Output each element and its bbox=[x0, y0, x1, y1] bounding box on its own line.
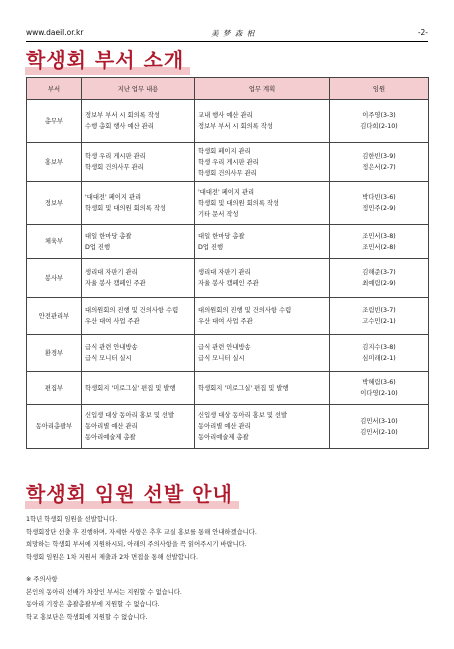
cell-past bbox=[82, 225, 195, 259]
cell-members bbox=[330, 259, 429, 298]
cell-plan bbox=[195, 335, 330, 372]
past-duty-line: 학생회지 '미로그실' 편집 및 발행 bbox=[85, 384, 176, 392]
past-duty-line: 학생 우리 게시판 관리 bbox=[85, 153, 146, 160]
member-name: 이다영(2-10) bbox=[360, 390, 398, 397]
member-name: 정민주(2-9) bbox=[362, 205, 396, 212]
past-duty-line: 동아리예술제 총괄 bbox=[85, 434, 136, 441]
cell-members bbox=[330, 143, 429, 182]
member-name: 조림빈(3-7) bbox=[362, 307, 396, 314]
past-duty-line: 대의원회의 진행 및 건의사항 수렴 bbox=[85, 307, 179, 314]
dept-name: 동아리총괄부 bbox=[27, 405, 82, 449]
cell-past bbox=[82, 182, 195, 225]
plan-line: 학생회 페이지 관리 bbox=[198, 147, 251, 155]
cell-plan bbox=[195, 100, 330, 143]
note-line: 동아리 기장은 총괄총괄부에 지원할 수 없습니다. bbox=[26, 601, 160, 608]
table-body bbox=[27, 100, 429, 449]
section-title-departments bbox=[26, 44, 184, 73]
dept-name: 환경부 bbox=[27, 335, 82, 372]
intro-line: 1학년 학생회 임원을 선발합니다. bbox=[26, 516, 118, 523]
plan-line: 학생회 및 대의원 회의록 작성 bbox=[198, 199, 279, 207]
past-duty-line: 동아리별 예산 관리 bbox=[85, 423, 138, 430]
past-duty-line: 급식 모니터 실시 bbox=[85, 355, 132, 362]
cell-past bbox=[82, 335, 195, 372]
past-duty-line: 대일 한마당 총괄 bbox=[85, 232, 132, 240]
member-name: 김지수(3-8) bbox=[362, 344, 396, 351]
table-row bbox=[27, 259, 429, 298]
plan-line: 동아리예술제 총괄 bbox=[198, 434, 249, 441]
past-duty-line: 우산 대여 사업 주관 bbox=[85, 318, 140, 325]
dept-name: 안전관리부 bbox=[27, 298, 82, 335]
intro-line: 학생회장단 선출 후 진행하며, 자세한 사항은 추후 교실 홍보를 통해 안내하겠습니다. bbox=[26, 528, 257, 536]
cell-members bbox=[330, 225, 429, 259]
intro-line: 희망하는 학생회 부서에 지원하시되, 아래의 주의사항을 꼭 읽어주시기 바랍니다. bbox=[26, 541, 247, 548]
cell-past bbox=[82, 372, 195, 405]
past-duty-line: 정보부 부서 시 회의록 작성 bbox=[85, 112, 160, 119]
member-name: 김한빈(3-9) bbox=[362, 153, 396, 160]
section-title-election bbox=[26, 478, 233, 507]
dept-name: 편집부 bbox=[27, 372, 82, 405]
past-duty-line: D업 진행 bbox=[85, 243, 111, 251]
table-row bbox=[27, 143, 429, 182]
note-line: 학교 홍보단은 학생회에 지원할 수 없습니다. bbox=[26, 613, 148, 621]
plan-line: D업 진행 bbox=[198, 243, 224, 251]
table-row bbox=[27, 335, 429, 372]
plan-line: 대일 한마당 총괄 bbox=[198, 232, 245, 240]
cell-members bbox=[330, 182, 429, 225]
dept-name: 정보부 bbox=[27, 182, 82, 225]
past-duty-line: 학생회 및 대의원 회의록 작성 bbox=[85, 205, 166, 212]
member-name: 최예림(2-9) bbox=[362, 280, 396, 287]
cell-past bbox=[82, 143, 195, 182]
table-header-row bbox=[27, 78, 429, 100]
table-row bbox=[27, 405, 429, 449]
member-name: 조민서(3-8) bbox=[362, 232, 396, 240]
plan-line: 급식 모니터 실시 bbox=[198, 355, 245, 362]
table-row bbox=[27, 225, 429, 259]
table-row bbox=[27, 372, 429, 405]
member-name: 김민서(3-10) bbox=[360, 417, 398, 425]
plan-line: 학생회 건의사무 관리 bbox=[198, 169, 257, 177]
member-name: 김다희(2-10) bbox=[360, 123, 398, 130]
election-notes bbox=[26, 574, 182, 624]
member-name: 고수민(2-1) bbox=[362, 318, 396, 325]
dept-name: 봉사부 bbox=[27, 259, 82, 298]
dept-name: 체육부 bbox=[27, 225, 82, 259]
past-duty-line: 생리대 자판기 관리 bbox=[85, 269, 138, 276]
member-name: 박혜림(3-6) bbox=[362, 379, 396, 386]
member-name: 김민서(2-10) bbox=[360, 428, 398, 436]
cell-plan bbox=[195, 405, 330, 449]
member-name: 정은서(2-7) bbox=[362, 164, 396, 171]
intro-line: 학생회 임원은 1차 지원서 제출과 2차 면접을 통해 선발합니다. bbox=[26, 553, 199, 561]
dept-name: 총무부 bbox=[27, 100, 82, 143]
notes-heading: ※ 주의사항 bbox=[26, 576, 58, 583]
plan-line: 대의원회의 진행 및 건의사항 수렴 bbox=[198, 307, 292, 314]
plan-line: 동아리별 예산 관리 bbox=[198, 423, 251, 430]
cell-plan bbox=[195, 372, 330, 405]
plan-line: '대대전' 페이지 관리 bbox=[198, 188, 255, 196]
table-row bbox=[27, 100, 429, 143]
page-header bbox=[26, 27, 428, 42]
member-name: 조민서(2-8) bbox=[362, 243, 396, 251]
cell-past bbox=[82, 259, 195, 298]
cell-plan bbox=[195, 143, 330, 182]
plan-line: 학생회지 '미로그실' 편집 및 발행 bbox=[198, 384, 289, 392]
section-title-text: 학생회 임원 선발 안내 bbox=[26, 482, 233, 506]
cell-members bbox=[330, 298, 429, 335]
election-intro bbox=[26, 514, 257, 564]
plan-line: 급식 관련 안내방송 bbox=[198, 344, 251, 351]
plan-line: 자율 봉사 캠페인 주관 bbox=[198, 280, 259, 287]
member-name: 이주영(3-3) bbox=[362, 112, 396, 119]
plan-line: 생리대 자판기 관리 bbox=[198, 269, 251, 276]
cell-plan bbox=[195, 225, 330, 259]
plan-line: 기타 문서 작성 bbox=[198, 210, 239, 218]
col-header-members: 임원 bbox=[330, 78, 429, 100]
page-number: -2- bbox=[417, 28, 428, 37]
table-row bbox=[27, 298, 429, 335]
col-header-dept: 부서 bbox=[27, 78, 82, 100]
col-header-past: 지난 업무 내용 bbox=[82, 78, 195, 100]
cell-members bbox=[330, 372, 429, 405]
dept-name: 홍보부 bbox=[27, 143, 82, 182]
note-line: 본인의 동아리 선배가 차장인 부서는 지원할 수 없습니다. bbox=[26, 588, 182, 596]
past-duty-line: 학생회 건의사무 관리 bbox=[85, 164, 144, 171]
past-duty-line: 자율 봉사 캠페인 주관 bbox=[85, 280, 146, 287]
member-name: 김해준(3-7) bbox=[362, 269, 396, 276]
cell-plan bbox=[195, 298, 330, 335]
member-name: 심미래(2-1) bbox=[362, 355, 396, 362]
cell-past bbox=[82, 405, 195, 449]
member-name: 박다빈(3-6) bbox=[362, 194, 396, 201]
header-motto: 美 梦 森 相 bbox=[211, 29, 256, 38]
plan-line: 교내 행사 예산 관리 bbox=[198, 112, 253, 119]
header-url: www.daeil.or.kr bbox=[26, 28, 84, 37]
cell-plan bbox=[195, 182, 330, 225]
cell-past bbox=[82, 298, 195, 335]
plan-line: 학생 우리 게시판 관리 bbox=[198, 158, 259, 166]
plan-line: 정보부 부서 시 회의록 작성 bbox=[198, 123, 273, 130]
cell-members bbox=[330, 100, 429, 143]
past-duty-line: 급식 관련 안내방송 bbox=[85, 344, 138, 351]
cell-members bbox=[330, 405, 429, 449]
past-duty-line: 신입생 대상 동아리 홍보 및 선발 bbox=[85, 412, 175, 419]
cell-past bbox=[82, 100, 195, 143]
col-header-plan: 업무 계획 bbox=[195, 78, 330, 100]
department-table bbox=[26, 77, 429, 449]
past-duty-line: '대대전' 페이지 관리 bbox=[85, 194, 142, 201]
plan-line: 신입생 대상 동아리 홍보 및 선발 bbox=[198, 412, 288, 419]
cell-members bbox=[330, 335, 429, 372]
cell-plan bbox=[195, 259, 330, 298]
plan-line: 우산 대여 사업 주관 bbox=[198, 318, 253, 325]
section-title-text: 학생회 부서 소개 bbox=[26, 48, 185, 72]
past-duty-line: 수행 총회 행사 예산 관리 bbox=[85, 123, 154, 130]
table-row bbox=[27, 182, 429, 225]
